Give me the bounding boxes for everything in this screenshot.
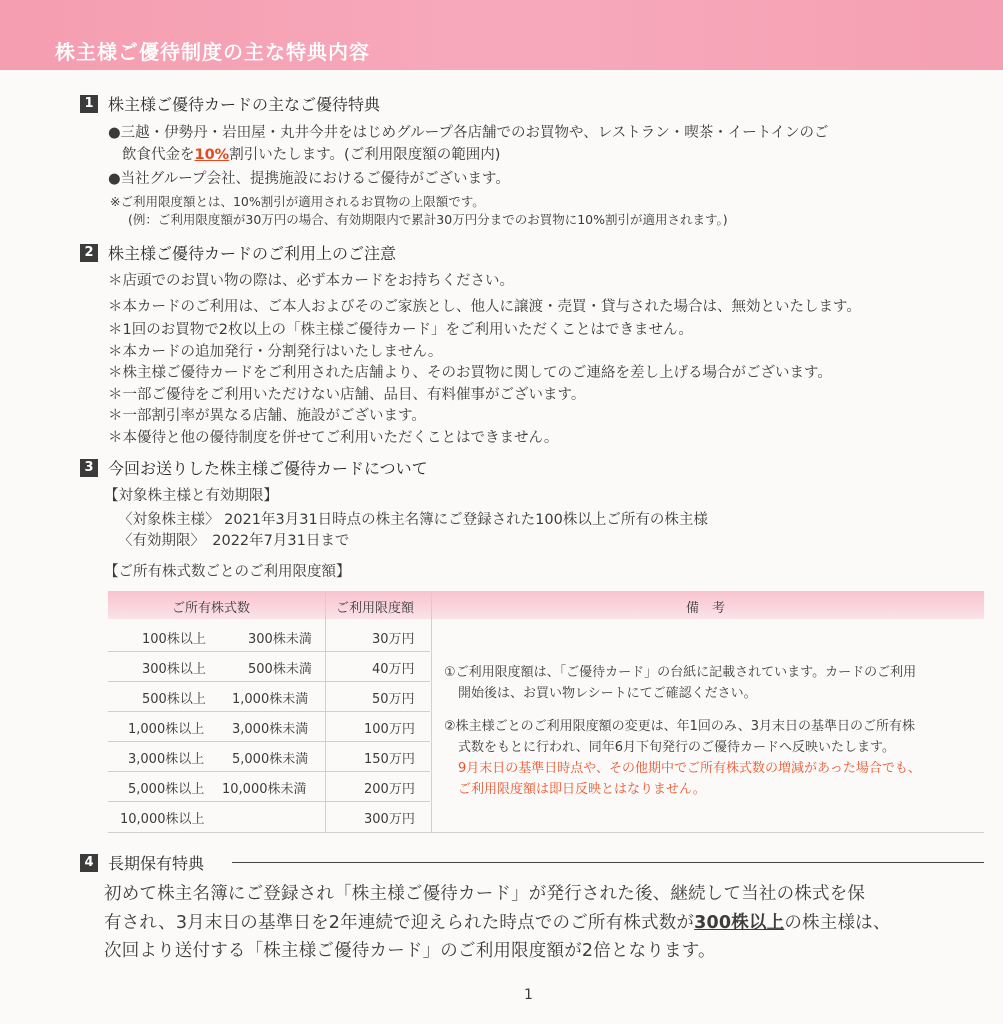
caution-item: ＊本カードのご利用は、ご本人およびそのご家族とし、他人に譲渡・売買・貸与された場合は、無効といたします。 (108, 299, 861, 315)
remark-2-line2: 式数をもとに行われ、同年6月下旬発行のご優待カードへ反映いたします。 (458, 740, 896, 755)
shares-from: 3,000株以上 (128, 752, 205, 767)
section-4-rule (232, 862, 984, 863)
limit-amount: 150万円 (364, 752, 415, 767)
section-3-heading (80, 456, 428, 479)
header-banner (0, 0, 1003, 70)
remark-2-line1: ②株主様ごとのご利用限度額の変更は、年1回のみ、3月末日の基準日のご所有株 (444, 719, 915, 734)
caution-item: ＊一部割引率が異なる店舗、施設がございます。 (108, 408, 426, 424)
section-2-title: 株主様ご優待カードのご利用上のご注意 (108, 244, 397, 263)
shares-to: 300株未満 (248, 632, 312, 647)
long-term-text-a: 有され、3月末日の基準日を2年連続で迎えられた時点でのご所有株式数が (104, 913, 695, 933)
shares-to: 500株未満 (248, 662, 312, 677)
shares-from: 5,000株以上 (128, 782, 205, 797)
remark-1-line1: ①ご利用限度額は、「ご優待カード」の台紙に記載されています。カードのご利用 (444, 665, 917, 680)
table-row (108, 801, 430, 831)
table-row (108, 771, 430, 802)
benefit-1-text-a: 飲食代金を (122, 147, 195, 163)
col-header-remarks: 備 考 (686, 601, 726, 616)
limit-amount: 200万円 (364, 782, 415, 797)
remark-2-warning-line1: 9月末日の基準日時点や、その他期中でご所有株式数の増減があった場合でも、 (458, 761, 921, 776)
caution-item: ＊1回のお買物で2枚以上の「株主様ご優待カード」をご利用いただくことはできません。 (108, 322, 693, 338)
limits-table-header (108, 591, 984, 619)
benefit-1-line1: ●三越・伊勢丹・岩田屋・丸井今井をはじめグループ各店舗でのお買物や、レストラン・喫茶・イートインのご (108, 125, 829, 141)
shares-from: 300株以上 (142, 662, 206, 677)
section-2-heading (80, 241, 396, 264)
shares-from: 100株以上 (142, 632, 206, 647)
limit-amount: 100万円 (364, 722, 415, 737)
shares-from: 1,000株以上 (128, 722, 205, 737)
remark-2-warning-line2: ご利用限度額は即日反映とはなりません。 (458, 782, 706, 797)
shares-to: 5,000株未満 (232, 752, 309, 767)
limit-amount: 50万円 (372, 692, 415, 707)
table-row (108, 741, 430, 772)
subheading-limits: 【ご所有株式数ごとのご利用限度額】 (104, 564, 351, 580)
section-4-heading (80, 851, 204, 874)
section-number-badge: 1 (80, 95, 98, 113)
section-1-title: 株主様ご優待カードの主なご優待特典 (108, 95, 381, 114)
subheading-target: 【対象株主様と有効期限】 (104, 488, 278, 504)
benefit-1-line2 (122, 143, 500, 164)
long-term-text-line2 (104, 909, 891, 934)
page-number: 1 (524, 987, 533, 1003)
limit-amount: 300万円 (364, 812, 415, 827)
section-number-badge: 2 (80, 244, 98, 262)
shares-to: 10,000株未満 (222, 782, 307, 797)
caution-item: ＊株主様ご優待カードをご利用された店舗より、そのお買物に関してのご連絡を差し上げる場合がございます。 (108, 365, 832, 381)
limit-amount: 40万円 (372, 662, 415, 677)
col-header-limit: ご利用限度額 (336, 601, 415, 616)
caution-item: ＊店頭でのお買い物の際は、必ず本カードをお持ちください。 (108, 273, 514, 289)
table-row (108, 621, 430, 652)
shares-from: 10,000株以上 (120, 812, 205, 827)
long-term-text-line1: 初めて株主名簿にご登録され「株主様ご優待カード」が発行された後、継続して当社の株式を保 (104, 884, 866, 904)
share-threshold: 300株以上 (694, 913, 785, 933)
section-number-badge: 4 (80, 854, 98, 872)
col-header-shares: ご所有株式数 (172, 601, 251, 616)
section-1-heading (80, 92, 380, 115)
remark-1-line2: 開始後は、お買い物レシートにてご確認ください。 (458, 686, 757, 701)
expiry-date: 〈有効期限〉 2022年7月31日まで (118, 533, 350, 549)
caution-item: ＊一部ご優待をご利用いただけない店舗、品目、有料催事がございます。 (108, 387, 586, 403)
limit-amount: 30万円 (372, 632, 415, 647)
limit-note: ※ご利用限度額とは、10%割引が適用されるお買物の上限額です。 (110, 194, 485, 209)
shares-to: 1,000株未満 (232, 692, 309, 707)
discount-rate: 10% (194, 147, 230, 163)
table-row (108, 711, 430, 742)
section-number-badge: 3 (80, 459, 98, 477)
section-4-title: 長期保有特典 (108, 854, 205, 873)
shares-to: 3,000株未満 (232, 722, 309, 737)
caution-item: ＊本カードの追加発行・分割発行はいたしません。 (108, 344, 443, 360)
benefit-2: ●当社グループ会社、提携施設におけるご優待がございます。 (108, 171, 510, 187)
target-shareholders: 〈対象株主様〉 2021年3月31日時点の株主名簿にご登録された100株以上ご所有の株主様 (118, 512, 708, 528)
section-3-title: 今回お送りした株主様ご優待カードについて (108, 459, 428, 478)
long-term-text-b: の株主様は、 (784, 913, 891, 933)
page-title: 株主様ご優待制度の主な特典内容 (55, 40, 370, 64)
table-row (108, 681, 430, 712)
benefit-1-text-b: 割引いたします。(ご利用限度額の範囲内) (229, 147, 501, 163)
caution-item: ＊本優待と他の優待制度を併せてご利用いただくことはできません。 (108, 430, 559, 446)
limit-example: (例：ご利用限度額が30万円の場合、有効期限内で累計30万円分までのお買物に10%割引が適用されます。) (128, 212, 728, 227)
shares-from: 500株以上 (142, 692, 206, 707)
long-term-text-line3: 次回より送付する「株主様ご優待カード」のご利用限度額が2倍となります。 (104, 941, 716, 961)
table-row (108, 651, 430, 682)
